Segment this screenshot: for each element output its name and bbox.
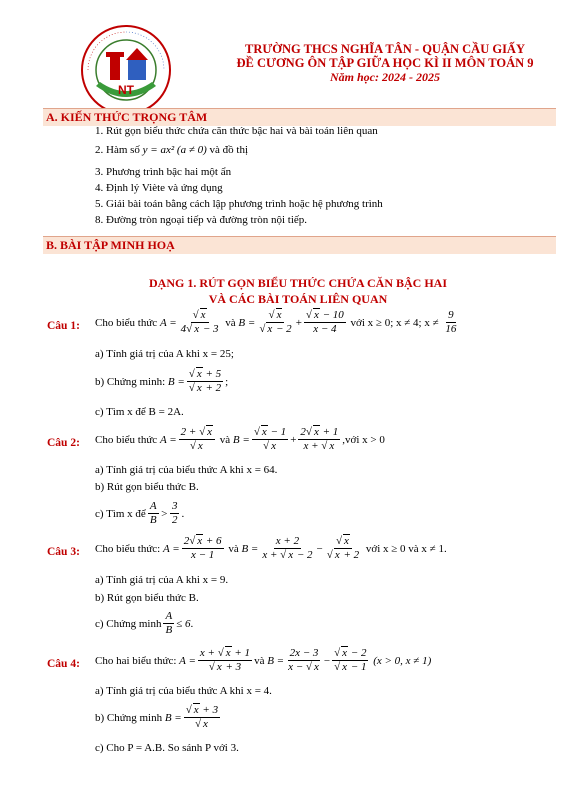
svg-text:NT: NT	[118, 83, 134, 97]
question-part: a) Tính giá trị của biểu thức A khi x = 64.	[95, 464, 278, 476]
section-a-title: A. KIẾN THỨC TRỌNG TÂM	[43, 109, 556, 126]
question-part: a) Tính giá trị của A khi x = 9.	[95, 574, 229, 586]
question-part: a) Tính giá trị của biểu thức A khi x = 4.	[95, 685, 272, 697]
question-part: c) Chứng minh $\frac{A}{B}$ ≤ 6 .	[95, 610, 194, 636]
question-part: b) Rút gọn biểu thức B.	[95, 592, 199, 604]
school-header	[190, 42, 580, 84]
question-statement: Cho biểu thức A = $\frac{2 + √ x}{√ x}$ và B = $\frac{√ x - 1}{√ x}$ + $\frac{2√ x + 1}{x + √ x}$ ,với x > 0	[95, 426, 385, 452]
topic-item: 5. Giải bài toán bằng cách lập phương trình hoặc hệ phương trình	[95, 198, 383, 210]
question-statement: Cho hai biểu thức: A = $\frac{x + √ x + 1}{√ x + 3}$ và B = $\frac{2x - 3}{x - √ x}$ − $\frac{√ x - 2}{√ x - 1}$ (x > 0, x ≠ 1)	[95, 647, 432, 673]
question-statement: Cho biểu thức A = $\frac{√ x}{4√ x - 3}$ và B = $\frac{√ x}{√ x - 2}$ + $\frac{√ x - 10}{x - 4}$ với x ≥ 0; x ≠ 4; x ≠ $\frac{9}{16}$	[95, 309, 457, 335]
dang-title: DẠNG 1. RÚT GỌN BIỂU THỨC CHỨA CĂN BẬC HAI VÀ CÁC BÀI TOÁN LIÊN QUAN	[148, 276, 448, 306]
question-part: b) Chứng minh: B = $\frac{√ x + 5}{√ x + 2}$ ;	[95, 368, 229, 394]
question-statement: Cho biểu thức: A = $\frac{2√ x + 6}{x - 1}$ và B = $\frac{x + 2}{x + √ x - 2}$ − $\frac{√ x}{√ x + 2}$ với x ≥ 0 và x ≠ 1.	[95, 535, 447, 561]
school-year: Năm học: 2024 - 2025	[330, 70, 440, 84]
school-name: TRƯỜNG THCS NGHĨA TÂN - QUẬN CẦU GIẤY	[244, 42, 525, 56]
question-part: b) Rút gọn biểu thức B.	[95, 481, 199, 493]
question-part: c) Tìm x để $\frac{A}{B}$ > $\frac{3}{2}$ .	[95, 500, 185, 526]
question-part: b) Chứng minh B = $\frac{√ x + 3}{√ x}$	[95, 704, 219, 730]
document-title: ĐỀ CƯƠNG ÔN TẬP GIỮA HỌC KÌ II MÔN TOÁN 9	[236, 56, 534, 70]
topic-item: 2. Hàm số y = ax² (a ≠ 0) và đồ thị	[95, 144, 249, 156]
question-label: Câu 2:	[47, 437, 80, 449]
question-label: Câu 1:	[47, 320, 80, 332]
question-label: Câu 4:	[47, 658, 80, 670]
topic-item: 4. Định lý Viète và ứng dụng	[95, 182, 223, 194]
question-part: c) Cho P = A.B. So sánh P với 3.	[95, 742, 239, 754]
question-part: c) Tìm x để B = 2A.	[95, 406, 184, 418]
topic-item: 8. Đường tròn ngoại tiếp và đường tròn nội tiếp.	[95, 214, 308, 226]
section-b-title: B. BÀI TẬP MINH HOẠ	[43, 237, 556, 254]
school-logo	[80, 24, 172, 116]
question-label: Câu 3:	[47, 546, 80, 558]
question-part: a) Tính giá trị của A khi x = 25;	[95, 348, 234, 360]
topic-item: 3. Phương trình bậc hai một ẩn	[95, 166, 232, 178]
topic-item: 1. Rút gọn biểu thức chứa căn thức bậc hai và bài toán liên quan	[95, 125, 378, 137]
